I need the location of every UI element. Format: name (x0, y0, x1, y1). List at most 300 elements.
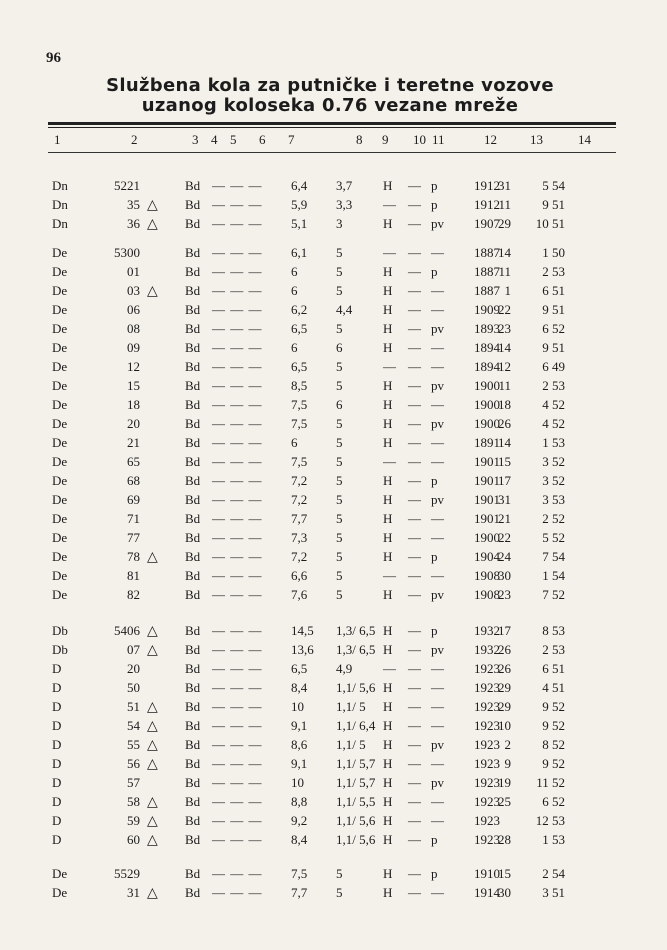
row-bd: Bd (185, 454, 201, 469)
row-dashes: — — — (212, 794, 263, 809)
row-col10: — (408, 680, 421, 695)
row-col13: 12 (498, 359, 511, 374)
row-col13: 24 (498, 549, 511, 564)
row-col14: 6 52 (542, 321, 565, 336)
row-col8: 5 (336, 264, 343, 279)
row-col8: 3,3 (336, 197, 353, 212)
row-col10: — (408, 642, 421, 657)
col-header-1: 1 (54, 132, 61, 147)
col-header-12: 12 (484, 132, 497, 147)
row-col9: H (383, 587, 393, 602)
col-header-10: 10 (413, 132, 426, 147)
table-row (0, 264, 667, 283)
row-year: 1909 (474, 302, 500, 317)
row-col9: H (383, 642, 393, 657)
row-col8: 5 (336, 245, 343, 260)
row-col10: — (408, 568, 421, 583)
row-col8: 1,1/ 6,4 (336, 718, 376, 733)
table-row (0, 866, 667, 885)
row-year: 1904 (474, 549, 500, 564)
row-year: 1900 (474, 397, 500, 412)
row-bd: Bd (185, 178, 201, 193)
row-col11: — (431, 340, 444, 355)
row-col11: p (431, 178, 438, 193)
row-col14: 11 52 (536, 775, 565, 790)
row-number: 20 (127, 416, 140, 431)
row-number: 57 (127, 775, 140, 790)
table-row (0, 813, 667, 832)
row-col13: 30 (498, 885, 511, 900)
row-col7: 8,5 (291, 378, 308, 393)
row-col10: — (408, 416, 421, 431)
row-col10: — (408, 245, 421, 260)
row-year: 1901 (474, 492, 500, 507)
triangle-mark: △ (147, 284, 158, 299)
row-number: 06 (127, 302, 140, 317)
row-col8: 5 (336, 416, 343, 431)
table-row (0, 492, 667, 511)
row-type: Dn (52, 216, 68, 231)
row-year: 1893 (474, 321, 500, 336)
row-col7: 7,5 (291, 454, 308, 469)
row-dashes: — — — (212, 340, 263, 355)
row-number: 5406 (114, 623, 140, 638)
row-col9: — (383, 568, 396, 583)
row-col10: — (408, 756, 421, 771)
row-col9: — (383, 245, 396, 260)
row-year: 1923 (474, 661, 500, 676)
header-rule-bottom (48, 152, 616, 153)
row-number: 56 (127, 756, 140, 771)
row-bd: Bd (185, 473, 201, 488)
row-year: 1887 (474, 264, 500, 279)
row-type: De (52, 454, 68, 469)
row-col7: 5,9 (291, 197, 308, 212)
row-bd: Bd (185, 885, 201, 900)
row-col9: H (383, 340, 393, 355)
row-number: 55 (127, 737, 140, 752)
row-col10: — (408, 885, 421, 900)
row-type: D (52, 832, 62, 847)
row-number: 81 (127, 568, 140, 583)
row-col11: pv (431, 587, 444, 602)
row-col7: 7,2 (291, 549, 308, 564)
row-bd: Bd (185, 642, 201, 657)
row-col11: p (431, 264, 438, 279)
row-col11: — (431, 718, 444, 733)
row-col9: H (383, 302, 393, 317)
col-header-14: 14 (578, 132, 591, 147)
row-bd: Bd (185, 340, 201, 355)
col-header-8: 8 (356, 132, 363, 147)
row-bd: Bd (185, 302, 201, 317)
row-type: De (52, 416, 68, 431)
table-row (0, 718, 667, 737)
row-col9: H (383, 492, 393, 507)
row-type: De (52, 492, 68, 507)
row-col9: H (383, 623, 393, 638)
row-col9: H (383, 680, 393, 695)
row-col14: 3 52 (542, 473, 565, 488)
row-col13: 21 (498, 511, 511, 526)
row-number: 77 (127, 530, 140, 545)
row-col14: 7 54 (542, 549, 565, 564)
row-col14: 4 51 (542, 680, 565, 695)
row-col8: 1,1/ 5 (336, 737, 366, 752)
row-col13: 14 (498, 245, 511, 260)
row-col7: 6,2 (291, 302, 308, 317)
row-col9: H (383, 699, 393, 714)
row-col8: 1,3/ 6,5 (336, 642, 376, 657)
row-col7: 7,5 (291, 397, 308, 412)
row-col10: — (408, 794, 421, 809)
table-row (0, 549, 667, 568)
table-row (0, 178, 667, 197)
row-number: 35 (127, 197, 140, 212)
triangle-mark: △ (147, 738, 158, 753)
row-dashes: — — — (212, 264, 263, 279)
row-type: De (52, 340, 68, 355)
row-dashes: — — — (212, 866, 263, 881)
row-col10: — (408, 549, 421, 564)
row-col14: 1 53 (542, 832, 565, 847)
row-col7: 7,3 (291, 530, 308, 545)
row-col7: 14,5 (291, 623, 314, 638)
table-row (0, 794, 667, 813)
row-col9: H (383, 397, 393, 412)
row-type: De (52, 435, 68, 450)
row-type: De (52, 302, 68, 317)
col-header-7: 7 (288, 132, 295, 147)
row-dashes: — — — (212, 178, 263, 193)
row-col7: 7,5 (291, 866, 308, 881)
col-header-9: 9 (382, 132, 389, 147)
row-type: De (52, 568, 68, 583)
row-col10: — (408, 302, 421, 317)
row-type: D (52, 661, 62, 676)
row-col13: 26 (498, 661, 511, 676)
row-col8: 1,1/ 5,7 (336, 775, 376, 790)
row-col11: — (431, 397, 444, 412)
row-year: 1891 (474, 435, 500, 450)
row-bd: Bd (185, 283, 201, 298)
row-col10: — (408, 264, 421, 279)
row-bd: Bd (185, 680, 201, 695)
row-col11: p (431, 473, 438, 488)
row-number: 82 (127, 587, 140, 602)
row-col14: 1 53 (542, 435, 565, 450)
row-col13: 26 (498, 416, 511, 431)
col-header-4: 4 (211, 132, 218, 147)
row-number: 68 (127, 473, 140, 488)
table-row (0, 321, 667, 340)
row-col9: H (383, 511, 393, 526)
row-col8: 1,1/ 5,5 (336, 794, 376, 809)
row-dashes: — — — (212, 661, 263, 676)
row-col14: 2 53 (542, 378, 565, 393)
row-type: De (52, 866, 68, 881)
triangle-mark: △ (147, 795, 158, 810)
row-year: 1923 (474, 718, 500, 733)
row-col7: 6 (291, 435, 298, 450)
table-row (0, 530, 667, 549)
row-col8: 3,7 (336, 178, 353, 193)
row-col8: 5 (336, 492, 343, 507)
row-col11: pv (431, 216, 444, 231)
row-col9: — (383, 454, 396, 469)
row-col11: — (431, 530, 444, 545)
row-col8: 5 (336, 511, 343, 526)
row-col8: 1,3/ 6,5 (336, 623, 376, 638)
row-number: 03 (127, 283, 140, 298)
row-col11: — (431, 302, 444, 317)
col-header-6: 6 (259, 132, 266, 147)
row-number: 07 (127, 642, 140, 657)
row-bd: Bd (185, 623, 201, 638)
row-col11: pv (431, 416, 444, 431)
row-col10: — (408, 492, 421, 507)
row-type: De (52, 511, 68, 526)
row-bd: Bd (185, 832, 201, 847)
row-bd: Bd (185, 866, 201, 881)
row-year: 1901 (474, 473, 500, 488)
row-col9: H (383, 832, 393, 847)
row-number: 09 (127, 340, 140, 355)
row-dashes: — — — (212, 378, 263, 393)
triangle-mark: △ (147, 814, 158, 829)
triangle-mark: △ (147, 217, 158, 232)
row-dashes: — — — (212, 416, 263, 431)
row-col14: 9 52 (542, 718, 565, 733)
row-col7: 6 (291, 340, 298, 355)
table-row (0, 302, 667, 321)
row-col9: H (383, 473, 393, 488)
row-col11: — (431, 756, 444, 771)
col-header-11: 11 (432, 132, 445, 147)
row-bd: Bd (185, 699, 201, 714)
row-col14: 10 51 (535, 216, 565, 231)
row-col7: 8,6 (291, 737, 308, 752)
row-col7: 8,8 (291, 794, 308, 809)
row-col14: 9 51 (542, 197, 565, 212)
row-col11: — (431, 454, 444, 469)
row-col11: p (431, 832, 438, 847)
row-col7: 6,6 (291, 568, 308, 583)
row-col13: 11 (498, 264, 511, 279)
row-bd: Bd (185, 321, 201, 336)
row-col7: 9,1 (291, 718, 308, 733)
row-col14: 4 52 (542, 397, 565, 412)
row-number: 50 (127, 680, 140, 695)
row-col9: H (383, 435, 393, 450)
row-col13: 14 (498, 435, 511, 450)
table-row (0, 642, 667, 661)
row-col11: p (431, 866, 438, 881)
row-col10: — (408, 718, 421, 733)
row-col14: 2 53 (542, 642, 565, 657)
row-dashes: — — — (212, 435, 263, 450)
row-col7: 9,1 (291, 756, 308, 771)
row-dashes: — — — (212, 568, 263, 583)
row-type: Dn (52, 197, 68, 212)
row-col8: 5 (336, 359, 343, 374)
row-type: De (52, 530, 68, 545)
row-year: 1923 (474, 794, 500, 809)
row-col8: 6 (336, 397, 343, 412)
row-col14: 6 49 (542, 359, 565, 374)
row-col8: 3 (336, 216, 343, 231)
row-bd: Bd (185, 737, 201, 752)
row-bd: Bd (185, 794, 201, 809)
row-col13: 17 (498, 473, 511, 488)
triangle-mark: △ (147, 833, 158, 848)
table-row (0, 378, 667, 397)
row-col9: H (383, 885, 393, 900)
title-line-2: uzanog koloseka 0.76 vezane mreže (141, 95, 519, 116)
row-dashes: — — — (212, 680, 263, 695)
row-col14: 3 51 (542, 885, 565, 900)
row-col13: 10 (498, 718, 511, 733)
row-type: Db (52, 623, 68, 638)
row-dashes: — — — (212, 473, 263, 488)
row-year: 1923 (474, 775, 500, 790)
row-year: 1907 (474, 216, 500, 231)
row-year: 1887 (474, 245, 500, 260)
row-year: 1910 (474, 866, 500, 881)
row-bd: Bd (185, 587, 201, 602)
header-rule-top-thin (48, 127, 616, 128)
row-year: 1901 (474, 511, 500, 526)
row-col14: 6 52 (542, 794, 565, 809)
table-row (0, 435, 667, 454)
table-row (0, 832, 667, 851)
col-header-5: 5 (230, 132, 237, 147)
row-col9: — (383, 661, 396, 676)
row-col14: 12 53 (535, 813, 565, 828)
row-dashes: — — — (212, 813, 263, 828)
row-col11: — (431, 568, 444, 583)
table-row (0, 699, 667, 718)
row-number: 5529 (114, 866, 140, 881)
row-number: 5300 (114, 245, 140, 260)
row-col9: H (383, 756, 393, 771)
row-col10: — (408, 775, 421, 790)
row-bd: Bd (185, 813, 201, 828)
row-col14: 2 54 (542, 866, 565, 881)
row-col13: 25 (498, 794, 511, 809)
row-dashes: — — — (212, 549, 263, 564)
table-row (0, 454, 667, 473)
row-dashes: — — — (212, 511, 263, 526)
row-number: 59 (127, 813, 140, 828)
row-number: 31 (127, 885, 140, 900)
row-col8: 6 (336, 340, 343, 355)
row-col13: 1 (504, 283, 511, 298)
row-col11: pv (431, 642, 444, 657)
row-year: 1923 (474, 699, 500, 714)
row-bd: Bd (185, 530, 201, 545)
row-col11: — (431, 680, 444, 695)
row-col9: H (383, 216, 393, 231)
row-col13: 29 (498, 699, 511, 714)
row-col7: 7,7 (291, 511, 308, 526)
row-col11: — (431, 435, 444, 450)
row-bd: Bd (185, 264, 201, 279)
row-col7: 8,4 (291, 832, 308, 847)
row-dashes: — — — (212, 492, 263, 507)
row-col8: 1,1/ 5,6 (336, 680, 376, 695)
row-col13: 11 (498, 378, 511, 393)
table-row (0, 397, 667, 416)
row-col10: — (408, 623, 421, 638)
row-number: 69 (127, 492, 140, 507)
table-row (0, 680, 667, 699)
col-header-13: 13 (530, 132, 543, 147)
row-col10: — (408, 454, 421, 469)
row-number: 65 (127, 454, 140, 469)
row-col7: 6,4 (291, 178, 308, 193)
row-dashes: — — — (212, 737, 263, 752)
row-col10: — (408, 359, 421, 374)
row-col14: 9 52 (542, 699, 565, 714)
row-col7: 6,5 (291, 321, 308, 336)
table-row (0, 775, 667, 794)
row-year: 1923 (474, 680, 500, 695)
table-row (0, 511, 667, 530)
row-col9: H (383, 794, 393, 809)
row-col7: 8,4 (291, 680, 308, 695)
row-number: 51 (127, 699, 140, 714)
row-col11: p (431, 623, 438, 638)
row-bd: Bd (185, 397, 201, 412)
row-col11: p (431, 197, 438, 212)
table-row (0, 416, 667, 435)
row-dashes: — — — (212, 302, 263, 317)
row-col8: 1,1/ 5,7 (336, 756, 376, 771)
table-row (0, 359, 667, 378)
row-col13: 17 (498, 623, 511, 638)
row-col10: — (408, 397, 421, 412)
triangle-mark: △ (147, 719, 158, 734)
row-col10: — (408, 530, 421, 545)
triangle-mark: △ (147, 700, 158, 715)
row-bd: Bd (185, 661, 201, 676)
row-col11: — (431, 283, 444, 298)
row-year: 1900 (474, 530, 500, 545)
row-bd: Bd (185, 416, 201, 431)
row-col10: — (408, 197, 421, 212)
row-col10: — (408, 699, 421, 714)
row-col10: — (408, 737, 421, 752)
row-col8: 5 (336, 549, 343, 564)
row-year: 1912 (474, 178, 500, 193)
row-col11: — (431, 511, 444, 526)
row-number: 58 (127, 794, 140, 809)
row-type: D (52, 737, 62, 752)
row-col8: 5 (336, 321, 343, 336)
table-row (0, 568, 667, 587)
row-col7: 7,2 (291, 492, 308, 507)
row-col10: — (408, 283, 421, 298)
row-dashes: — — — (212, 359, 263, 374)
row-col11: pv (431, 378, 444, 393)
row-col10: — (408, 435, 421, 450)
row-type: De (52, 245, 68, 260)
row-col7: 6,1 (291, 245, 308, 260)
row-number: 54 (127, 718, 140, 733)
row-type: Db (52, 642, 68, 657)
row-col9: H (383, 718, 393, 733)
